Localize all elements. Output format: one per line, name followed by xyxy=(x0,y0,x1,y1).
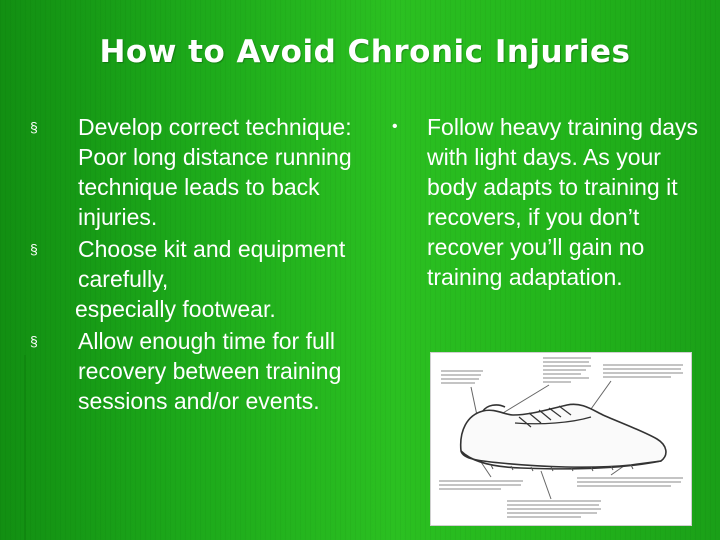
decorative-line xyxy=(24,355,26,540)
bullet-text: Allow enough time for full recovery between training sessions and/or events. xyxy=(78,328,342,414)
bullet-text: Choose kit and equipment carefully, xyxy=(78,236,346,292)
bullet-item-recovery xyxy=(30,326,370,416)
section-bullet-icon: § xyxy=(30,119,38,135)
bullet-item-kit xyxy=(30,234,370,324)
running-shoe-diagram-icon xyxy=(430,352,692,526)
slide-title: How to Avoid Chronic Injuries xyxy=(99,34,631,70)
right-bullet-list xyxy=(380,112,700,294)
bullet-item-technique xyxy=(30,112,370,232)
left-bullet-list xyxy=(30,112,370,418)
bullet-text: Develop correct technique: Poor long distance running technique leads to back injuries. xyxy=(78,114,352,230)
section-bullet-icon: § xyxy=(30,333,38,349)
section-bullet-icon: § xyxy=(30,241,38,257)
bullet-item-training-days xyxy=(380,112,700,292)
bullet-text-continuation: especially footwear. xyxy=(75,296,276,322)
dot-bullet-icon: • xyxy=(392,118,398,135)
bullet-text: Follow heavy training days with light days. As your body adapts to training it recovers, if you don’t recover you’ll gain no training adaptation. xyxy=(427,114,699,290)
shoe-drawing xyxy=(431,353,691,525)
